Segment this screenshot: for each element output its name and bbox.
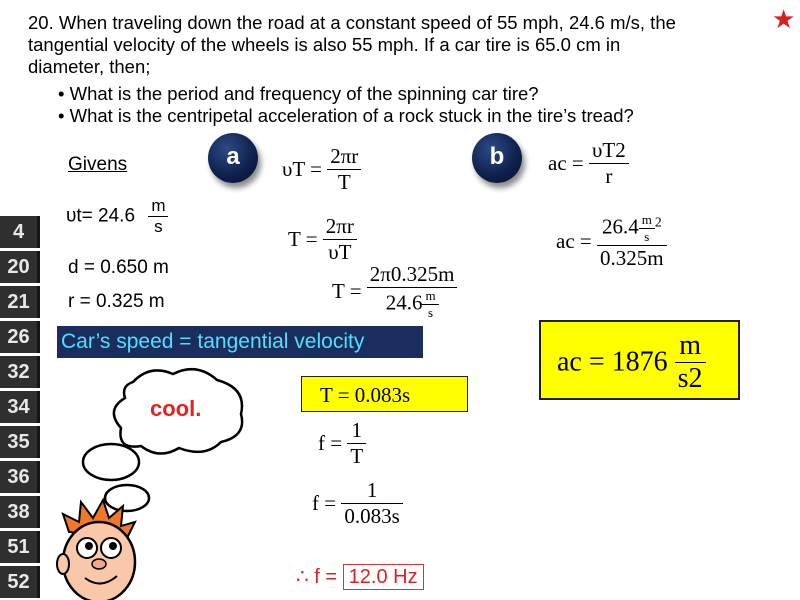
eq-num: 2π0.325m	[369, 262, 455, 286]
result-lhs: ac = 1876	[557, 346, 668, 378]
badge-b: b	[472, 133, 522, 183]
nav-item-4[interactable]: 4	[0, 216, 40, 248]
result-period: T = 0.083s	[301, 376, 468, 412]
eq-num: 1	[351, 418, 362, 442]
unit-num: m	[425, 288, 436, 303]
thought-bubble-small	[105, 485, 149, 511]
eq-fraction	[347, 418, 366, 469]
result-frequency-row	[296, 564, 424, 589]
result-acceleration	[557, 330, 706, 395]
equation-ac-substituted	[556, 212, 667, 271]
given-radius: r = 0.325 m	[68, 291, 165, 312]
nav-item-21[interactable]: 21	[0, 286, 40, 318]
eq-den: υT	[323, 239, 357, 265]
unit-den: s2	[675, 362, 706, 395]
equation-f	[318, 418, 366, 469]
nav-item-36[interactable]: 36	[0, 461, 40, 493]
eq-den-unit	[422, 288, 438, 321]
given-velocity-value: υt= 24.6	[66, 205, 136, 227]
question-line-2: tangential velocity of the wheels is also 55 mph. If a car tire is 65.0 cm in	[28, 34, 621, 55]
question-bullet-1: • What is the period and frequency of the spinning car tire?	[58, 83, 539, 104]
unit-den: s	[639, 228, 655, 245]
eq-num-value: 26.4	[601, 214, 639, 239]
question-line-1: 20. When traveling down the road at a constant speed of 55 mph, 24.6 m/s, the	[28, 12, 676, 33]
equation-t-substituted	[332, 262, 457, 321]
badge-a: a	[208, 133, 258, 183]
question-line-3: diameter, then;	[28, 56, 151, 77]
equation-t	[288, 214, 357, 265]
eq-den	[367, 287, 458, 321]
equation-vt	[282, 144, 361, 195]
eq-den-value: 24.6	[385, 290, 423, 315]
unit-den: s	[148, 216, 168, 237]
eq-den: T	[347, 443, 366, 469]
nav-item-34[interactable]: 34	[0, 391, 40, 423]
equation-f-substituted	[312, 478, 403, 529]
star-icon[interactable]: ★	[772, 4, 796, 34]
eq-num: υT2	[592, 138, 626, 162]
banner: Car’s speed = tangential velocity	[57, 326, 423, 358]
given-velocity-unit	[148, 196, 168, 237]
equation-ac	[548, 138, 629, 189]
unit-num: m	[641, 212, 652, 227]
eq-den: r	[589, 163, 629, 189]
nav-item-51[interactable]: 51	[0, 531, 40, 563]
eq-fraction	[589, 138, 629, 189]
thought-text: cool.	[150, 396, 202, 421]
eq-num-unit	[639, 212, 655, 245]
given-velocity	[66, 196, 168, 237]
unit-den: s	[422, 304, 438, 321]
eq-num	[597, 212, 667, 245]
thought-bubble-mid	[83, 444, 139, 480]
eq-num: 1	[366, 478, 378, 502]
unit-num: m	[679, 330, 701, 361]
nav-item-20[interactable]: 20	[0, 251, 40, 283]
result-unit	[675, 330, 706, 395]
nav-item-26[interactable]: 26	[0, 321, 40, 353]
eq-fraction	[327, 144, 361, 195]
eq-lhs: ac =	[548, 151, 584, 175]
eq-exponent: 2	[654, 214, 662, 230]
nav-item-52[interactable]: 52	[0, 566, 40, 598]
eq-fraction	[341, 478, 402, 529]
eq-lhs: υT =	[282, 157, 322, 181]
eq-fraction	[597, 212, 667, 271]
therefore-label: ∴ f =	[296, 566, 338, 588]
eq-fraction	[323, 214, 357, 265]
eq-lhs: f =	[312, 491, 337, 515]
eq-lhs: T =	[288, 227, 318, 251]
nav-item-32[interactable]: 32	[0, 356, 40, 388]
result-acceleration-box	[539, 320, 740, 400]
nav-item-38[interactable]: 38	[0, 496, 40, 528]
eq-den: 0.325m	[597, 245, 667, 271]
eq-den: T	[327, 169, 361, 195]
eq-num: 2πr	[330, 144, 359, 168]
cartoon-face-icon	[57, 500, 135, 600]
nav-item-35[interactable]: 35	[0, 426, 40, 458]
eq-lhs: f =	[318, 431, 343, 455]
result-frequency: 12.0 Hz	[343, 564, 424, 590]
eq-fraction	[367, 262, 458, 321]
eq-den: 0.083s	[341, 503, 402, 529]
givens-title: Givens	[68, 154, 128, 175]
question-bullet-2: • What is the centripetal acceleration of a rock stuck in the tire’s tread?	[58, 105, 634, 126]
eq-lhs: ac =	[556, 229, 592, 253]
eq-lhs: T =	[332, 279, 362, 303]
given-diameter: d = 0.650 m	[68, 257, 169, 278]
unit-num: m	[151, 196, 166, 215]
eq-num: 2πr	[325, 214, 354, 238]
